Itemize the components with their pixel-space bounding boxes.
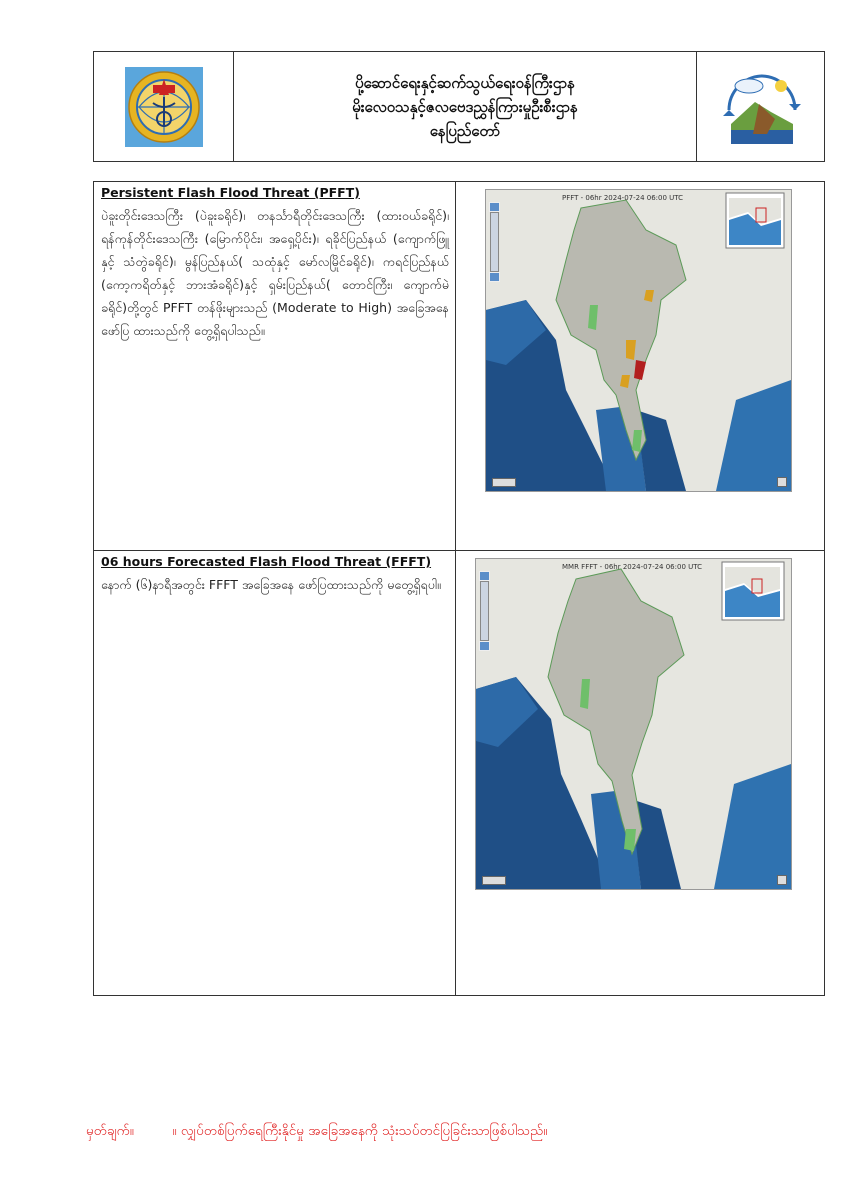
fullscreen-icon[interactable] bbox=[777, 477, 787, 487]
hydrology-cycle-logo bbox=[715, 64, 807, 150]
zoom-in-button[interactable] bbox=[479, 571, 490, 581]
fullscreen-icon[interactable] bbox=[777, 875, 787, 885]
bulletin-table bbox=[93, 181, 825, 996]
pfft-image-cell bbox=[456, 182, 824, 550]
pfft-map bbox=[485, 189, 792, 492]
ffft-title: 06 hours Forecasted Flash Flood Threat (FFFT) bbox=[101, 554, 432, 569]
left-logo-cell bbox=[94, 52, 234, 161]
zoom-slider[interactable] bbox=[480, 581, 489, 641]
header-title-block bbox=[234, 52, 696, 161]
department-name: မိုးလေဝသနှင့်ဇလဗေဒညွှန်ကြားမှုဦးစီးဌာန bbox=[352, 97, 578, 116]
pfft-map-graphic bbox=[486, 190, 791, 491]
ministry-name: ပို့ဆောင်ရေးနှင့်ဆက်သွယ်ရေးဝန်ကြီးဌာန bbox=[355, 73, 575, 92]
zoom-out-button[interactable] bbox=[489, 272, 500, 282]
zoom-in-button[interactable] bbox=[489, 202, 500, 212]
ministry-seal-logo bbox=[125, 67, 203, 147]
document-header bbox=[93, 51, 825, 162]
ffft-description: နောက် (၆)နာရီအတွင်း FFFT အခြေအနေ ဖော်ပြထားသည်ကို မတွေ့ရှိရပါ။ bbox=[101, 577, 441, 592]
zoom-slider[interactable] bbox=[490, 212, 499, 272]
ffft-row bbox=[94, 551, 824, 995]
ffft-image-cell bbox=[456, 551, 824, 995]
scale-bar bbox=[492, 478, 516, 487]
city-name: နေပြည်တော် bbox=[429, 121, 501, 140]
ffft-map-title: MMR FFFT - 06hr 2024-07-24 06:00 UTC bbox=[562, 563, 703, 571]
footer-text: ။ လျှပ်တစ်ပြက်ရေကြီးနိုင်မှု အခြေအနေကို သုံးသပ်တင်ပြခြင်းသာဖြစ်ပါသည်။ bbox=[172, 1123, 548, 1139]
pfft-title: Persistent Flash Flood Threat (PFFT) bbox=[101, 185, 360, 200]
ffft-map bbox=[475, 558, 792, 890]
pfft-row bbox=[94, 182, 824, 551]
footer-note bbox=[86, 1122, 547, 1142]
ffft-text-cell bbox=[94, 551, 456, 995]
right-logo-cell bbox=[696, 52, 824, 161]
pfft-map-title: PFFT - 06hr 2024-07-24 06:00 UTC bbox=[562, 194, 684, 202]
ffft-map-graphic bbox=[476, 559, 791, 889]
zoom-out-button[interactable] bbox=[479, 641, 490, 651]
footer-label: မှတ်ချက်။ bbox=[86, 1123, 134, 1139]
pfft-description: ပဲခူးတိုင်းဒေသကြီး (ပဲခူးခရိုင်)၊ တနင်္သာရီတိုင်းဒေသကြီး (ထားဝယ်ခရိုင်)၊ ရန်ကုန်တိုင်းဒေသကြီး (မြောက်ပိုင်း၊ အရှေ့ပိုင်း)၊ ရခိုင်ပြည်နယ် (ကျောက်ဖြူနှင့် သံတွဲခရိုင်)၊ မွန်ပြည်နယ်( သထုံနှင့် မော်လမြိုင်ခရိုင်)၊ ကရင်ပြည်နယ် (ကော့ကရိတ်နှင့် ဘားအံခရိုင်)နှင့် ရှမ်းပြည်နယ်( တောင်ကြီး၊ ကျောက်မဲခရိုင်)တို့တွင် PFFT တန်ဖိုးများသည် (Moderate to High) အခြေအနေဖော်ပြ ထားသည်ကို တွေ့ရှိရပါသည်။ bbox=[101, 208, 449, 338]
pfft-text-cell bbox=[94, 182, 456, 550]
scale-bar bbox=[482, 876, 506, 885]
